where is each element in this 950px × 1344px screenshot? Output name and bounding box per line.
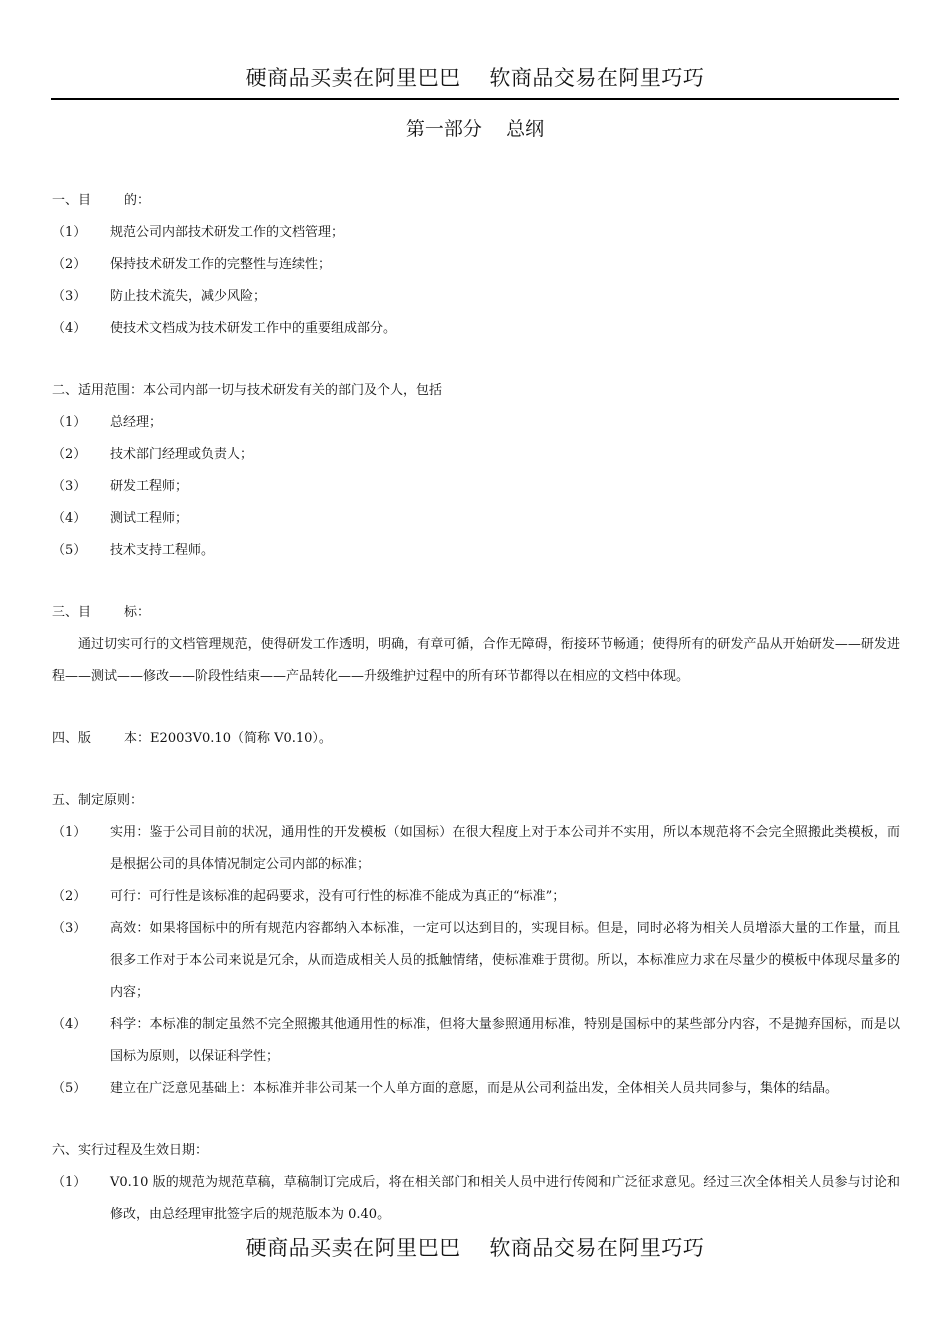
part-title: 第一部分 总纲 (405, 118, 545, 140)
list-item-text: 防止技术流失，减少风险； (110, 289, 267, 304)
section-heading-scope: 二、适用范围：本公司内部一切与技术研发有关的部门及个人，包括 (52, 383, 443, 398)
list-item-text: 建立在广泛意见基础上：本标准并非公司某一个人单方面的意愿，而是从公司利益出发，全体相关人员共同参与，集体的结晶。 (110, 1081, 839, 1096)
list-item-number: （3） (52, 289, 87, 304)
section-heading-version: 四、版 本：E2003V0.10（简称 V0.10）。 (52, 731, 332, 746)
list-item (52, 313, 900, 345)
list-item (52, 281, 900, 313)
list-item-number: （3） (52, 479, 87, 494)
list-item-text: 使技术文档成为技术研发工作中的重要组成部分。 (110, 321, 397, 336)
section-spacer (52, 693, 900, 723)
section-heading-goal: 三、目 标： (52, 605, 151, 620)
list-item (52, 439, 900, 471)
section-heading-purpose: 一、目 的： (52, 193, 151, 208)
list-item (52, 503, 900, 535)
list-item-number: （4） (52, 1017, 87, 1032)
list-item-text: 总经理； (110, 415, 163, 430)
list-item-number: （1） (52, 1175, 87, 1190)
list-item (52, 817, 900, 881)
list-item-text: 技术部门经理或负责人； (110, 447, 254, 462)
list-item (52, 249, 900, 281)
list-item-text: 科学：本标准的制定虽然不完全照搬其他通用性的标准，但将大量参照通用标准，特别是国标中的某些部分内容，不是抛弃国标，而是以国标为原则，以保证科学性； (110, 1017, 900, 1064)
list-item-number: （2） (52, 889, 87, 904)
list-item-text: 保持技术研发工作的完整性与连续性； (110, 257, 332, 272)
list-item-number: （1） (52, 415, 87, 430)
list-item (52, 471, 900, 503)
list-item (52, 1167, 900, 1231)
section-heading-implementation: 六、实行过程及生效日期： (52, 1143, 209, 1158)
list-item (52, 217, 900, 249)
list-item (52, 881, 900, 913)
list-item (52, 913, 900, 1009)
list-item-number: （1） (52, 225, 87, 240)
list-item-text: 可行：可行性是该标准的起码要求，没有可行性的标准不能成为真正的“标准”； (110, 889, 566, 904)
section-spacer (52, 755, 900, 785)
footer-banner: 硬商品买卖在阿里巴巴 软商品交易在阿里巧巧 (245, 1236, 705, 1260)
header-divider (51, 98, 899, 100)
list-item (52, 535, 900, 567)
list-item-number: （2） (52, 447, 87, 462)
list-item-text: 规范公司内部技术研发工作的文档管理； (110, 225, 345, 240)
list-item-text: 实用：鉴于公司目前的状况，通用性的开发模板（如国标）在很大程度上对于本公司并不实用，所以本规范将不会完全照搬此类模板，而是根据公司的具体情况制定公司内部的标准； (110, 825, 900, 872)
list-item-number: （4） (52, 321, 87, 336)
list-item-number: （5） (52, 543, 87, 558)
list-item-text: 高效：如果将国标中的所有规范内容都纳入本标准，一定可以达到目的，实现目标。但是，同时必将为相关人员增添大量的工作量，而且很多工作对于本公司来说是冗余，从而造成相关人员的抵触情绪，使标准难于贯彻。所以，本标准应力求在尽量少的模板中体现尽量多的内容； (110, 921, 900, 1000)
list-item-number: （2） (52, 257, 87, 272)
document-body (52, 185, 900, 1231)
list-item-text: V0.10 版的规范为规范草稿，草稿制订完成后，将在相关部门和相关人员中进行传阅和广泛征求意见。经过三次全体相关人员参与讨论和修改，由总经理审批签字后的规范版本为 0.40。 (110, 1175, 900, 1222)
list-item-number: （5） (52, 1081, 87, 1096)
list-item-text: 测试工程师； (110, 511, 189, 526)
section-spacer (52, 1105, 900, 1135)
section-spacer (52, 345, 900, 375)
list-item-number: （3） (52, 921, 87, 936)
list-item-number: （4） (52, 511, 87, 526)
list-item (52, 407, 900, 439)
section-spacer (52, 567, 900, 597)
list-item-text: 技术支持工程师。 (110, 543, 215, 558)
list-item (52, 1009, 900, 1073)
header-banner: 硬商品买卖在阿里巴巴 软商品交易在阿里巧巧 (245, 66, 705, 90)
section-heading-principles: 五、制定原则： (52, 793, 144, 808)
list-item-text: 研发工程师； (110, 479, 189, 494)
list-item (52, 1073, 900, 1105)
goal-paragraph: 通过切实可行的文档管理规范，使得研发工作透明，明确，有章可循，合作无障碍，衔接环节畅通；使得所有的研发产品从开始研发——研发进程——测试——修改——阶段性结束——产品转化——升级维护过程中的所有环节都得以在相应的文档中体现。 (52, 637, 900, 684)
list-item-number: （1） (52, 825, 87, 840)
